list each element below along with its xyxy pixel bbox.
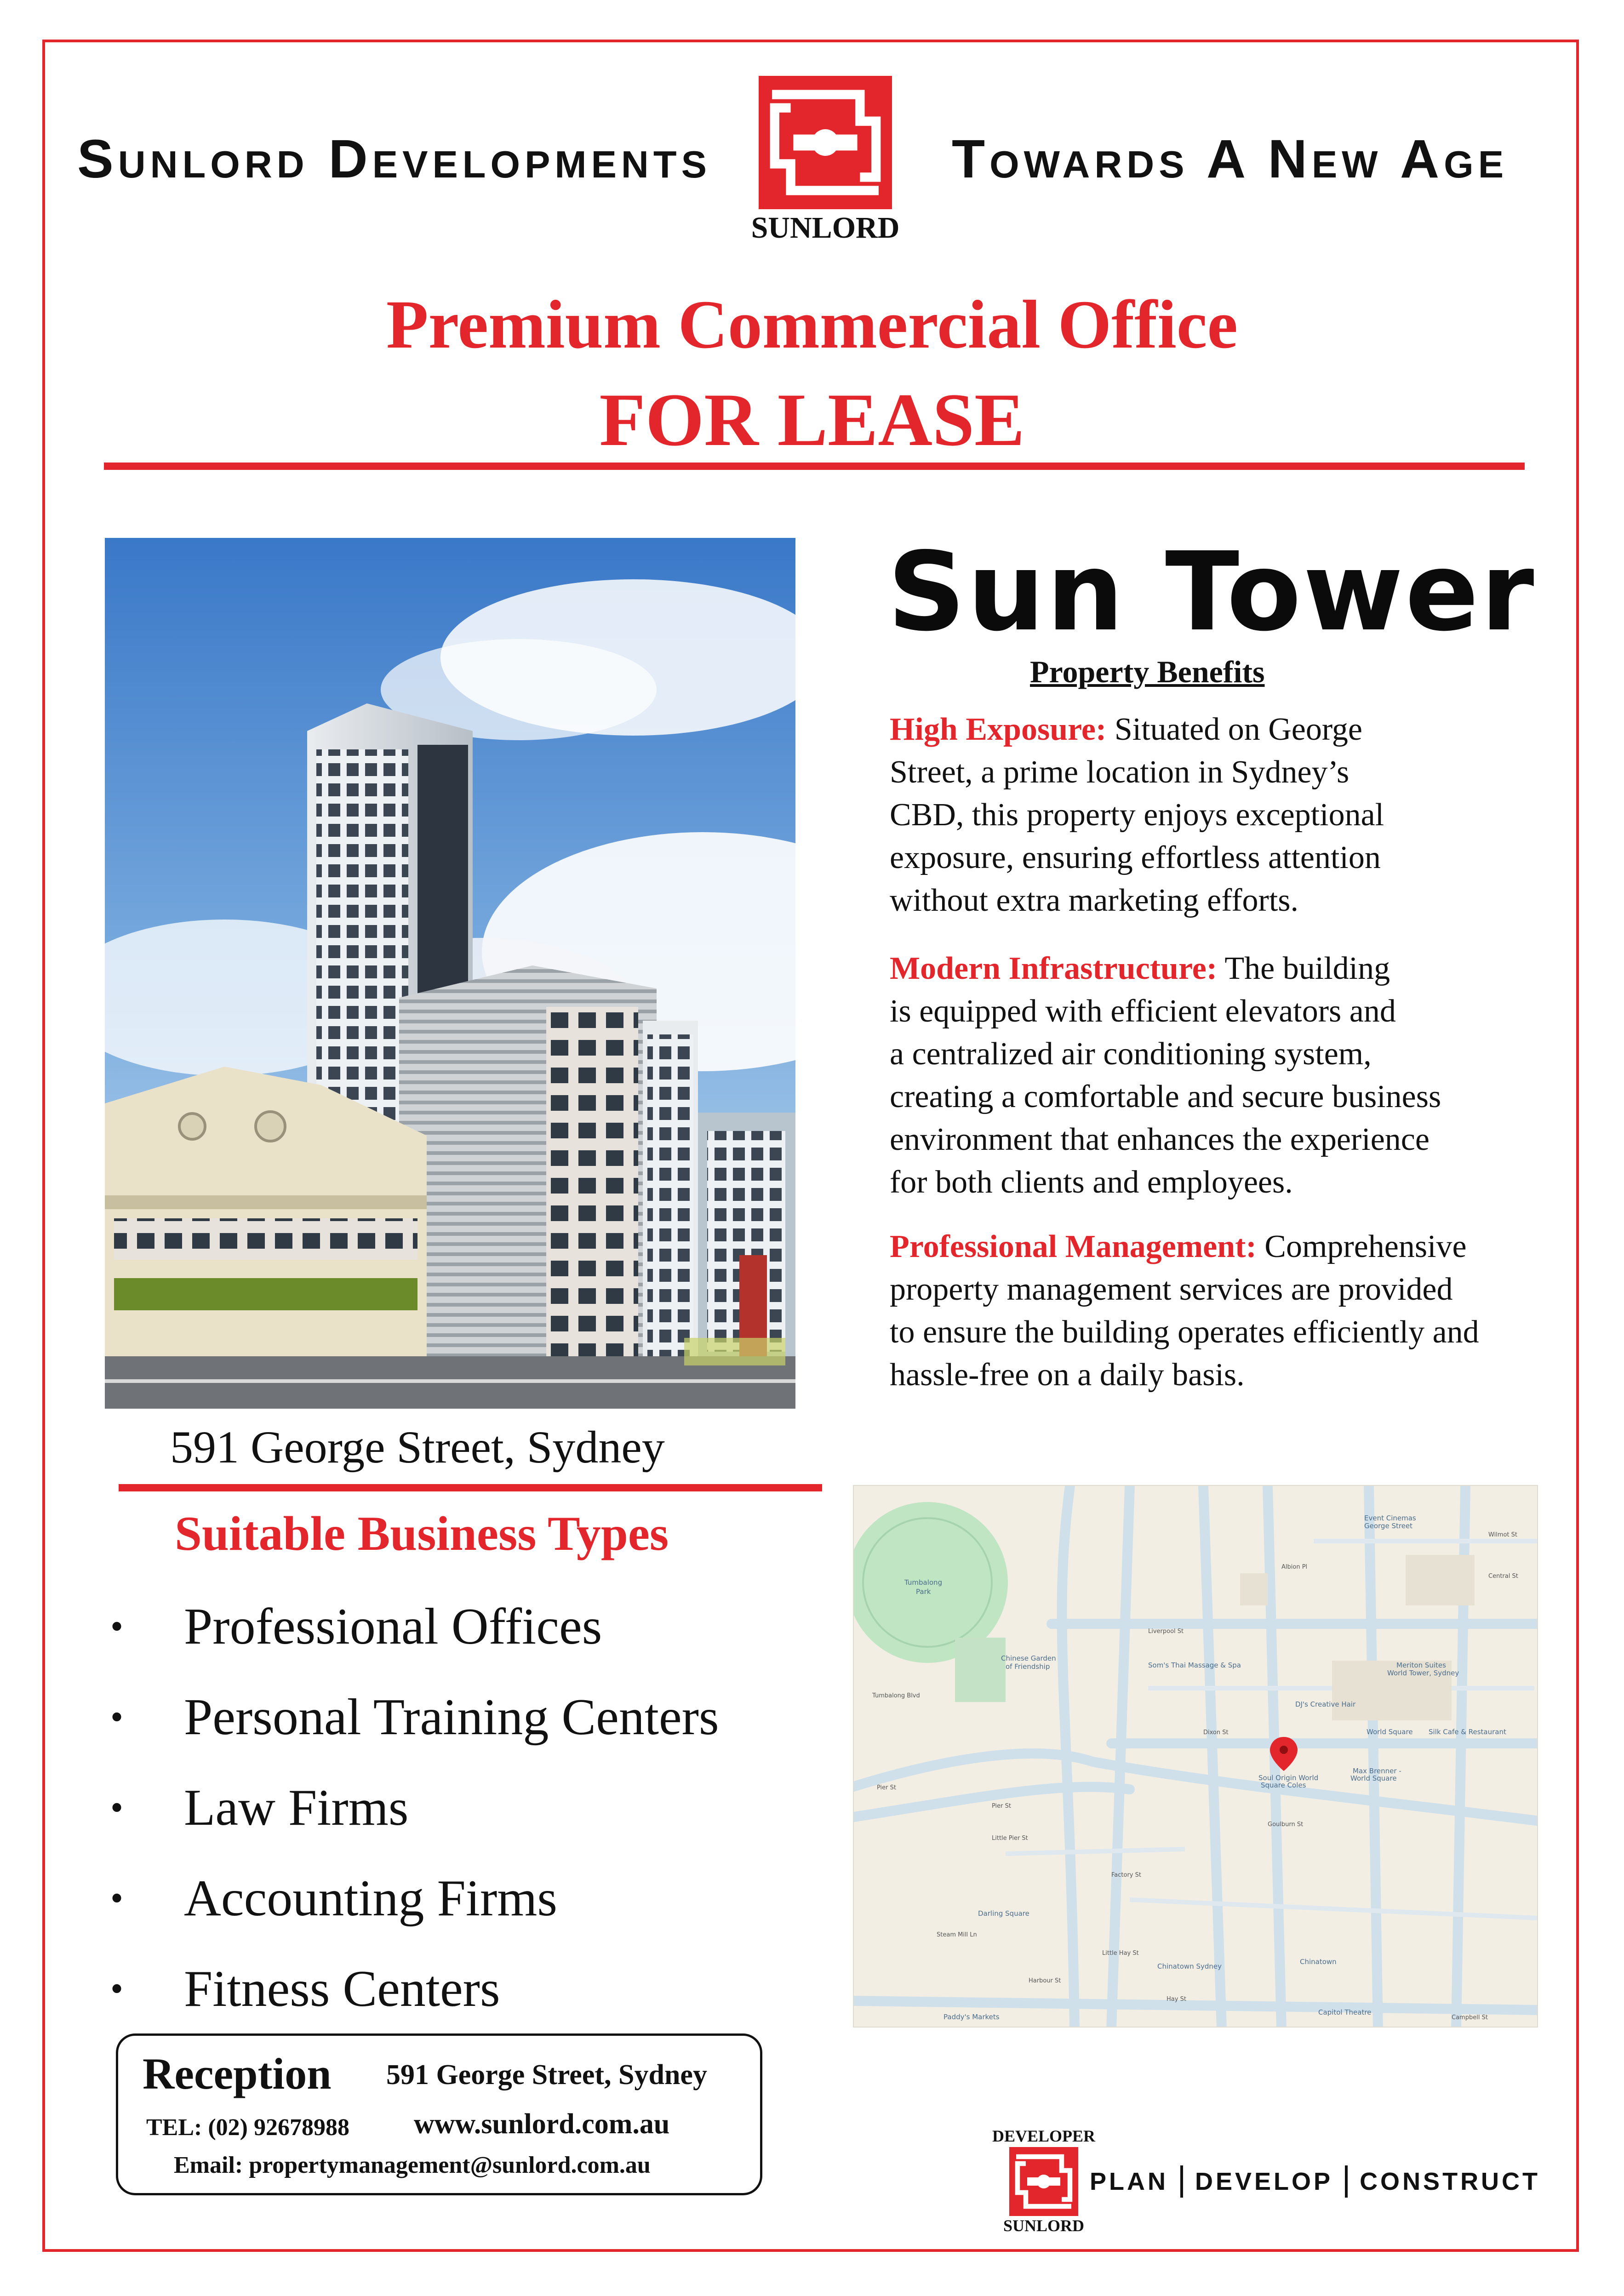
location-map[interactable] (853, 1485, 1538, 2028)
svg-text:Little Pier St: Little Pier St (992, 1835, 1028, 1842)
svg-text:Darling Square: Darling Square (978, 1909, 1029, 1918)
svg-text:Max Brenner -: Max Brenner - (1353, 1767, 1401, 1775)
sunlord-small-logo-icon (1009, 2147, 1078, 2216)
header-left-tagline: Sunlord Developments (77, 129, 711, 189)
separator (1180, 2165, 1183, 2198)
svg-text:Chinatown Sydney: Chinatown Sydney (1157, 1962, 1222, 1970)
title-line2: FOR LEASE (599, 378, 1025, 462)
plan-develop-construct (1090, 2165, 1540, 2198)
svg-text:World Tower, Sydney: World Tower, Sydney (1387, 1669, 1459, 1677)
svg-text:Chinese Garden: Chinese Garden (1001, 1654, 1056, 1662)
title-underline (104, 463, 1525, 470)
svg-text:DJ's Creative Hair: DJ's Creative Hair (1295, 1700, 1356, 1708)
logo-label: SUNLORD (751, 211, 900, 245)
map-pin-icon[interactable] (1270, 1734, 1298, 1771)
property-name: Sun Tower (887, 529, 1536, 655)
list-item: • Law Firms (110, 1779, 409, 1836)
svg-text:Campbell St: Campbell St (1452, 2014, 1488, 2021)
svg-text:Meriton Suites: Meriton Suites (1396, 1661, 1446, 1669)
svg-text:Pier St: Pier St (992, 1803, 1011, 1810)
separator (1345, 2165, 1348, 2198)
svg-text:Silk Cafe & Restaurant: Silk Cafe & Restaurant (1429, 1728, 1506, 1736)
list-item: • Professional Offices (110, 1598, 602, 1655)
benefit-high-exposure: High Exposure: Situated on George Street, a prime location in Sydney’s CBD, this property enjoys exceptional exposure, ensuring effortless attention without extra marketing efforts. (890, 712, 1384, 918)
header-right-tagline: Towards A New Age (952, 129, 1509, 189)
benefit-professional-management: Professional Management: Comprehensive property management services are provided to ensure the building operates efficiently and hassle-free on a daily basis. (890, 1229, 1479, 1393)
svg-text:Soul Origin World: Soul Origin World (1258, 1774, 1319, 1782)
svg-text:Liverpool St: Liverpool St (1148, 1628, 1184, 1635)
svg-text:Tumbalong: Tumbalong (904, 1578, 943, 1587)
business-types-list (106, 1582, 719, 2034)
reception-email[interactable]: Email: propertymanagement@sunlord.com.au (174, 2152, 651, 2178)
svg-text:Wilmot St: Wilmot St (1488, 1531, 1517, 1538)
footer-logo-label: SUNLORD (1003, 2216, 1085, 2235)
svg-text:Square Coles: Square Coles (1261, 1781, 1306, 1789)
benefit-label: Professional Management: (890, 1229, 1257, 1264)
svg-text:Paddy's Markets: Paddy's Markets (944, 2013, 1000, 2021)
step-develop: DEVELOP (1195, 2168, 1333, 2195)
title-line1: Premium Commercial Office (386, 286, 1238, 363)
svg-text:Harbour St: Harbour St (1029, 1977, 1061, 1984)
svg-text:Steam Mill Ln: Steam Mill Ln (937, 1931, 977, 1938)
step-plan: PLAN (1090, 2168, 1168, 2195)
svg-text:Goulburn St: Goulburn St (1268, 1821, 1304, 1828)
svg-text:George Street: George Street (1364, 1522, 1413, 1530)
svg-text:of Friendship: of Friendship (1006, 1662, 1050, 1671)
svg-text:Dixon St: Dixon St (1203, 1729, 1229, 1736)
list-item: • Personal Training Centers (110, 1689, 719, 1746)
svg-text:Event Cinemas: Event Cinemas (1364, 1514, 1416, 1522)
sunlord-logo-icon (759, 76, 892, 209)
svg-text:Pier St: Pier St (877, 1784, 896, 1791)
svg-text:Albion Pl: Albion Pl (1281, 1564, 1308, 1571)
svg-text:Park: Park (916, 1588, 931, 1596)
svg-text:Central St: Central St (1488, 1573, 1518, 1580)
benefit-label: High Exposure: (890, 712, 1107, 747)
svg-text:World Square: World Square (1350, 1774, 1397, 1782)
svg-text:Chinatown: Chinatown (1300, 1958, 1337, 1966)
reception-tel[interactable]: TEL: (02) 92678988 (146, 2114, 349, 2141)
building-photo (105, 538, 795, 1409)
business-types-heading: Suitable Business Types (175, 1507, 669, 1560)
svg-text:Little Hay St: Little Hay St (1102, 1950, 1139, 1957)
benefit-modern-infrastructure: Modern Infrastructure: The building is equipped with efficient elevators and a centralized air conditioning system, creating a comfortable and secure business environment that enhances the experience for both clients and employees. (890, 951, 1441, 1200)
reception-website[interactable]: www.sunlord.com.au (414, 2108, 670, 2140)
property-address: 591 George Street, Sydney (170, 1422, 665, 1473)
step-construct: CONSTRUCT (1360, 2168, 1541, 2195)
svg-text:World Square: World Square (1367, 1728, 1413, 1736)
benefits-heading: Property Benefits (1030, 654, 1265, 689)
reception-address: 591 George Street, Sydney (386, 2059, 707, 2090)
reception-title: Reception (143, 2049, 332, 2098)
benefit-label: Modern Infrastructure: (890, 951, 1218, 986)
svg-text:Hay St: Hay St (1167, 1996, 1186, 2003)
developer-label: DEVELOPER (992, 2127, 1096, 2145)
list-item: • Fitness Centers (110, 1960, 500, 2017)
svg-text:Som's Thai Massage & Spa: Som's Thai Massage & Spa (1148, 1661, 1241, 1669)
svg-text:Capitol Theatre: Capitol Theatre (1318, 2008, 1372, 2016)
svg-text:Factory St: Factory St (1111, 1872, 1141, 1879)
svg-text:Tumbalong Blvd: Tumbalong Blvd (872, 1692, 920, 1699)
address-underline (119, 1484, 822, 1491)
list-item: • Accounting Firms (110, 1870, 557, 1927)
